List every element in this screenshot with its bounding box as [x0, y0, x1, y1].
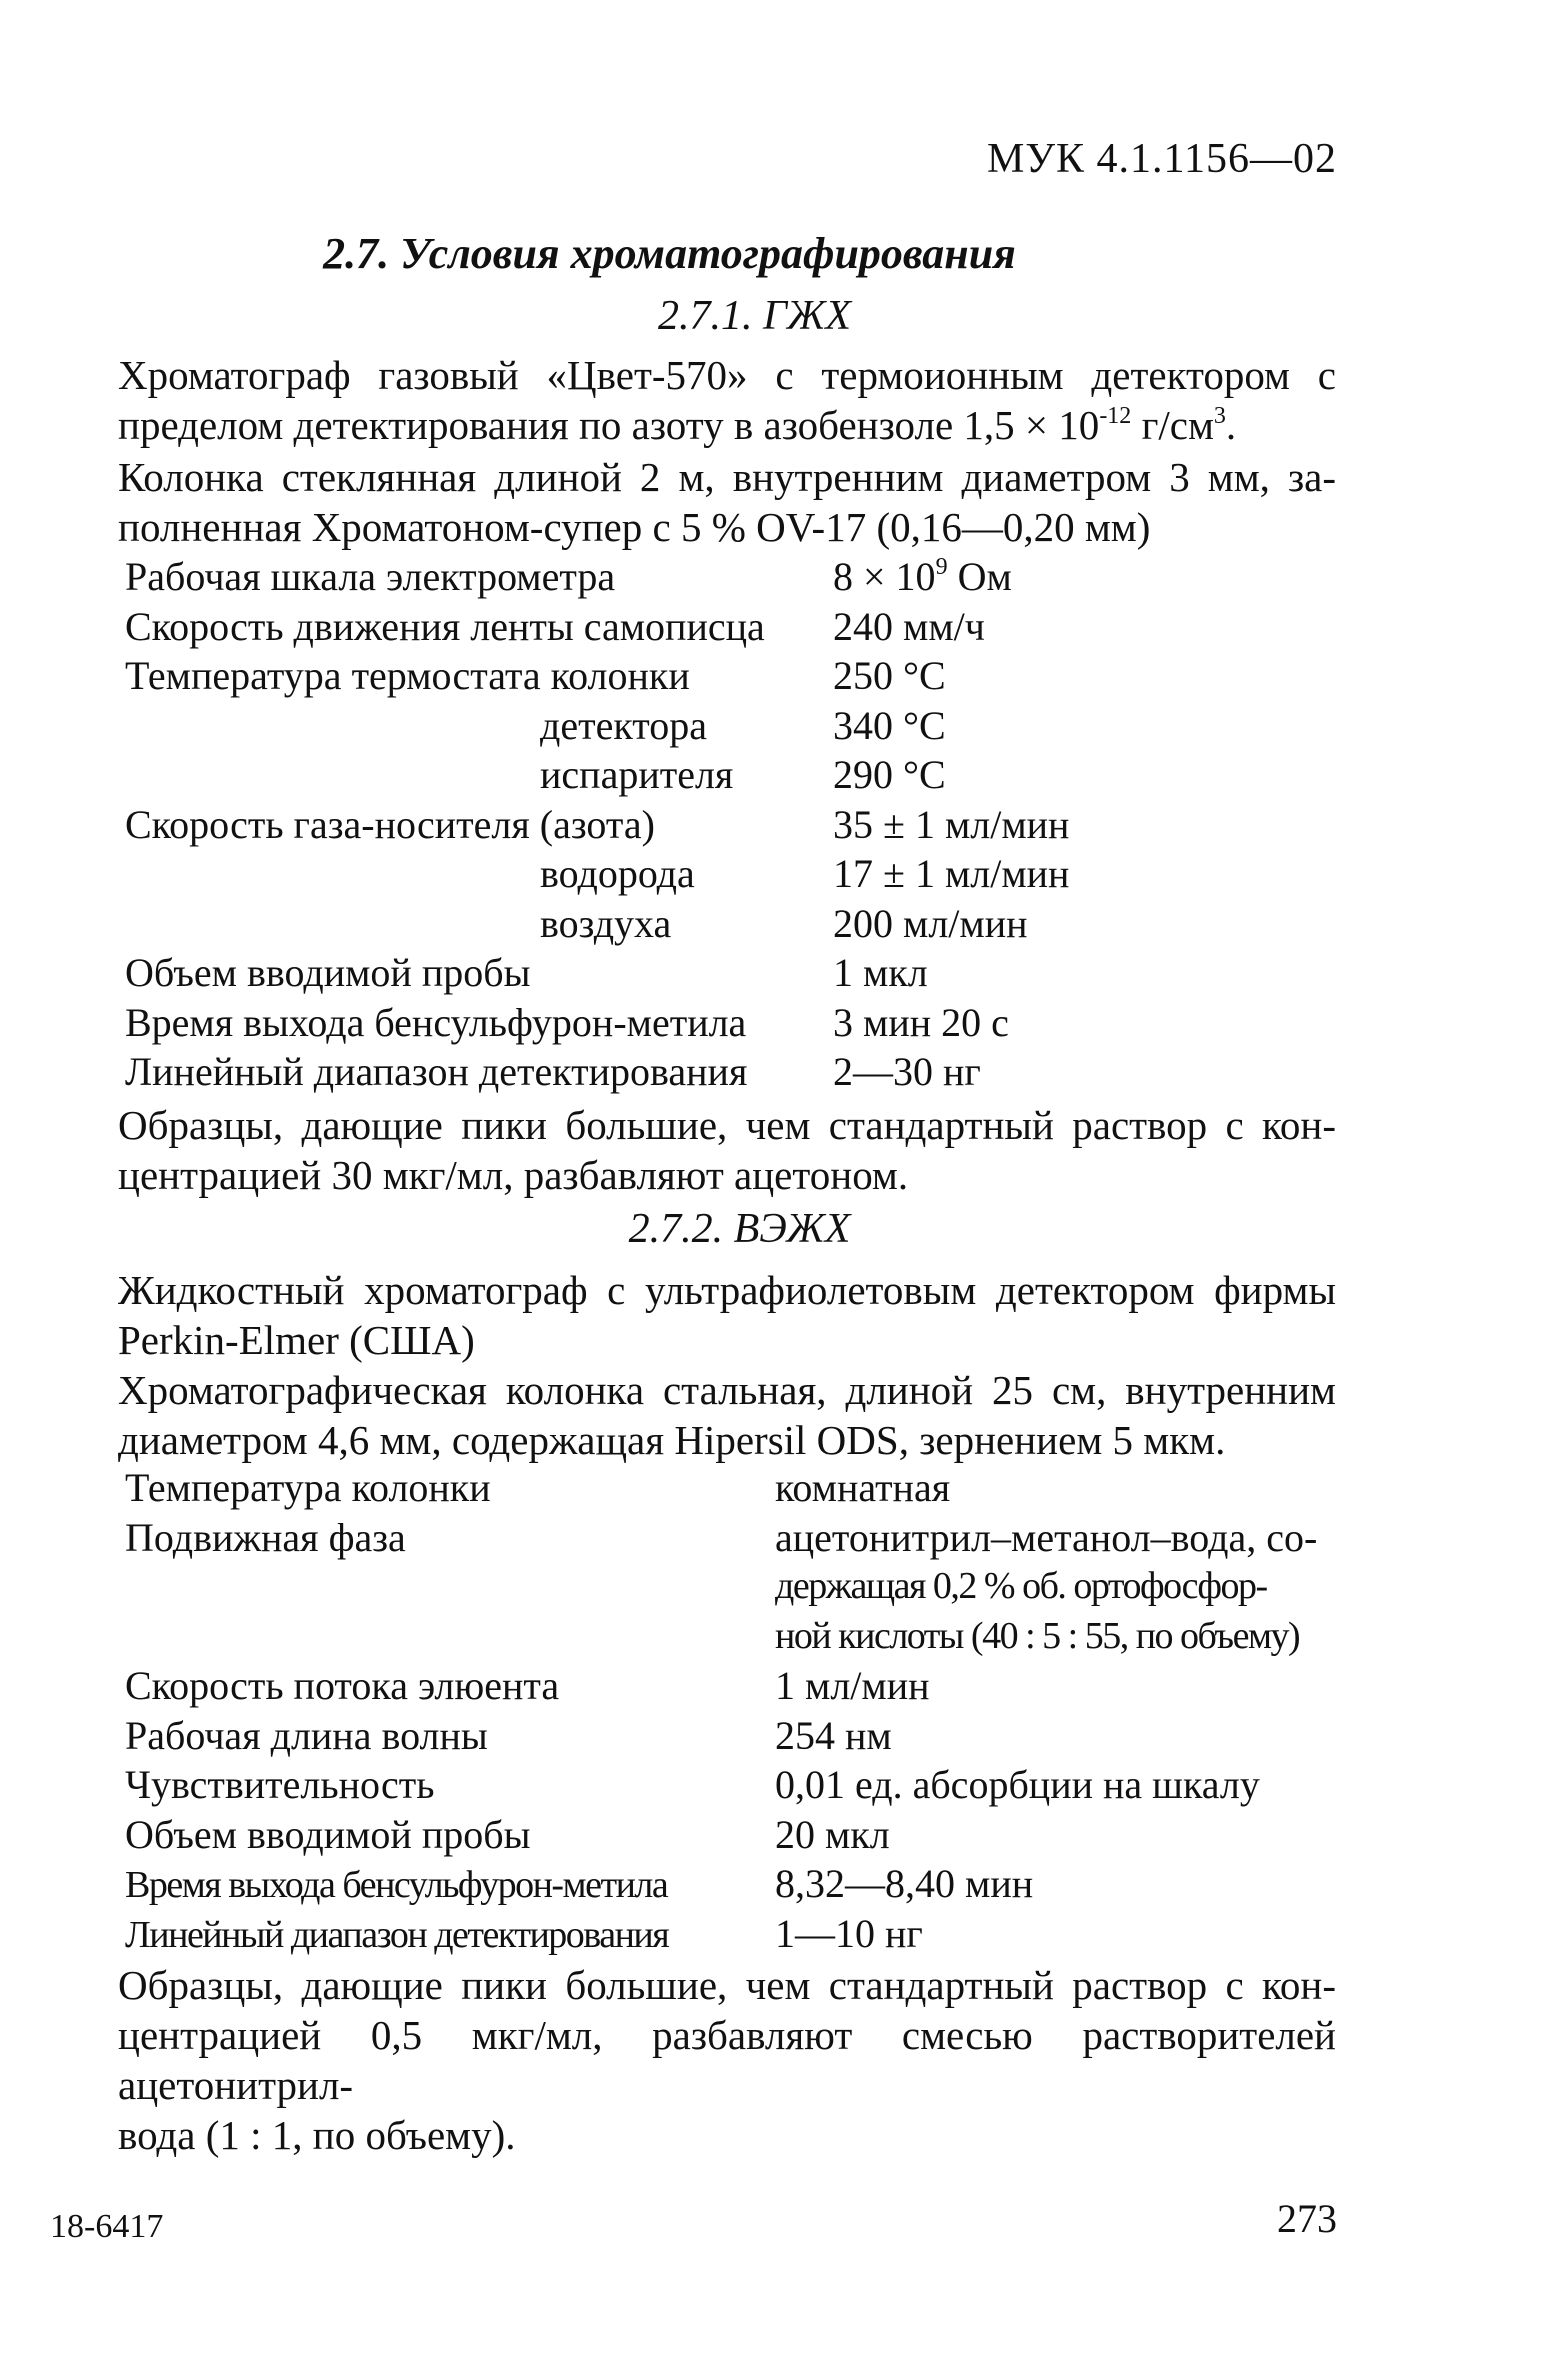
condition-row	[125, 1513, 1318, 1562]
condition-label: Скорость газа-носителя (азота)	[125, 801, 655, 847]
value-text: 1—10 нг	[775, 1910, 923, 1956]
superscript: 3	[1213, 403, 1226, 429]
text-line	[118, 400, 1336, 450]
text-line: Колонка стеклянная длиной 2 м, внутренним диаметром 3 мм, за-	[118, 454, 1336, 500]
condition-label: Время выхода бенсульфурон-метила	[125, 999, 747, 1045]
condition-label: Линейный диапазон детектирования	[125, 1049, 748, 1094]
text-line: Хроматографическая колонка стальная, длиной 25 см, внутренним	[118, 1367, 1336, 1413]
condition-label: Скорость движения ленты самописца	[125, 603, 765, 649]
condition-value	[833, 800, 1069, 849]
condition-value	[775, 1909, 923, 1958]
condition-row	[125, 849, 1070, 898]
text-line: Perkin-Elmer (США)	[118, 1317, 475, 1363]
value-text: 35 ± 1 мл/мин	[833, 801, 1070, 847]
condition-label: Подвижная фаза	[125, 1514, 406, 1560]
condition-value	[775, 1760, 1260, 1809]
subsection-heading-gc: 2.7.1. ГЖХ	[657, 293, 852, 339]
condition-row	[125, 1711, 892, 1760]
text-fragment: г/см	[1131, 402, 1214, 448]
condition-value	[833, 651, 946, 700]
value-text: 17 ± 1 мл/мин	[833, 851, 1070, 896]
condition-value	[833, 1047, 981, 1096]
condition-label: детектора	[540, 702, 707, 748]
condition-value	[775, 1810, 890, 1859]
condition-label: Рабочая длина волны	[125, 1712, 488, 1758]
hplc-paragraph-instrument	[118, 1265, 1336, 1365]
condition-row	[125, 1810, 890, 1859]
value-text: 200 мл/мин	[833, 900, 1028, 946]
value-text: ацетонитрил–метанол–вода, со-	[775, 1514, 1318, 1560]
value-text: 2—30 нг	[833, 1049, 981, 1094]
condition-label: водорода	[540, 851, 695, 896]
condition-row	[125, 800, 1070, 849]
hplc-paragraph-column	[118, 1365, 1336, 1465]
subsection-heading-hplc: 2.7.2. ВЭЖХ	[628, 1206, 851, 1252]
text-line: диаметром 4,6 мм, содержащая Hipersil ODS, зернением 5 мкм.	[118, 1417, 1226, 1463]
condition-row	[125, 1463, 951, 1512]
text-line: Образцы, дающие пики большие, чем стандартный раствор с кон-	[118, 1962, 1336, 2008]
condition-label: Температура термостата колонки	[125, 653, 690, 698]
value-text: 250 °С	[833, 653, 946, 698]
page-number: 273	[1277, 2196, 1337, 2241]
gc-paragraph-column	[118, 452, 1336, 552]
condition-label: Температура колонки	[125, 1465, 491, 1510]
condition-value	[775, 1711, 892, 1760]
value-text: комнатная	[775, 1465, 951, 1510]
condition-label: Объем вводимой пробы	[125, 950, 531, 995]
condition-row	[125, 998, 1009, 1047]
superscript: 9	[935, 554, 948, 580]
condition-value	[833, 998, 1009, 1047]
condition-label: испарителя	[540, 752, 734, 797]
condition-row	[125, 1661, 930, 1710]
condition-row	[125, 701, 946, 750]
value-text: 240 мм/ч	[833, 603, 985, 649]
text-line: вода (1 : 1, по объему).	[118, 2112, 516, 2158]
condition-row	[125, 899, 1028, 948]
condition-label: Скорость потока элюента	[125, 1663, 560, 1708]
text-line: Образцы, дающие пики большие, чем стандартный раствор с кон-	[118, 1102, 1336, 1148]
condition-label: Рабочая шкала электрометра	[125, 554, 616, 599]
value-text: 1 мл/мин	[775, 1663, 930, 1708]
condition-row	[125, 1859, 1034, 1910]
condition-value	[775, 1562, 1267, 1611]
hplc-paragraph-dilution	[118, 1960, 1336, 2160]
condition-value	[833, 552, 1012, 601]
gc-paragraph-dilution	[118, 1100, 1336, 1200]
gc-paragraph-instrument	[118, 350, 1336, 450]
condition-value	[833, 899, 1028, 948]
text-line: центрацией 30 мкг/мл, разбавляют ацетоном.	[118, 1152, 909, 1198]
condition-label: Объем вводимой пробы	[125, 1811, 531, 1857]
text-line: Хроматограф газовый «Цвет-570» с термоионным детектором с	[118, 352, 1336, 398]
value-text: ной кислоты (40 : 5 : 55, по объему)	[775, 1614, 1300, 1657]
condition-label: Линейный диапазон детектирования	[125, 1913, 669, 1956]
value-text: 290 °С	[833, 752, 946, 797]
value-text: держащая 0,2 % об. ортофосфор-	[775, 1565, 1267, 1607]
condition-value	[775, 1612, 1299, 1661]
text-line: центрацией 0,5 мкг/мл, разбавляют смесью растворителей ацетонитрил-	[118, 2012, 1336, 2108]
condition-label: воздуха	[540, 900, 672, 946]
condition-row	[125, 1047, 981, 1096]
text-fragment: .	[1225, 402, 1237, 448]
condition-value	[833, 602, 985, 651]
footer-print-code: 18-6417	[50, 2208, 164, 2245]
condition-row	[125, 602, 985, 651]
condition-value	[775, 1513, 1317, 1562]
condition-value	[833, 750, 946, 799]
condition-value	[775, 1859, 1033, 1908]
condition-row	[125, 750, 946, 799]
value-text: 1 мкл	[833, 950, 928, 995]
condition-value	[775, 1661, 930, 1710]
document-code-header: МУК 4.1.1156—02	[986, 136, 1337, 182]
value-text: Ом	[947, 554, 1012, 599]
value-text: 8 × 10	[833, 554, 936, 599]
value-text: 20 мкл	[775, 1811, 890, 1857]
condition-value	[833, 948, 928, 997]
condition-value	[775, 1463, 950, 1512]
value-text: 3 мин 20 с	[833, 999, 1009, 1045]
value-text: 0,01 ед. абсорбции на шкалу	[775, 1762, 1260, 1807]
condition-label: Время выхода бенсульфурон-метила	[125, 1864, 668, 1906]
value-text: 254 нм	[775, 1712, 892, 1758]
value-text: 8,32—8,40 мин	[775, 1861, 1034, 1906]
section-title: 2.7. Условия хроматографирования	[323, 229, 1016, 278]
superscript: -12	[1099, 403, 1132, 429]
condition-row	[125, 948, 928, 997]
value-text: 340 °С	[833, 702, 946, 748]
condition-row	[125, 1760, 1260, 1809]
condition-row	[125, 1909, 923, 1960]
condition-label: Чувствительность	[125, 1762, 435, 1807]
text-line: полненная Хроматоном-супер с 5 % OV-17 (0,16—0,20 мм)	[118, 504, 1151, 550]
condition-value	[833, 849, 1069, 898]
text-fragment: пределом детектирования по азоту в азобензоле 1,5 × 10	[118, 402, 1100, 448]
text-line: Жидкостный хроматограф с ультрафиолетовым детектором фирмы	[118, 1267, 1336, 1313]
condition-row	[125, 651, 946, 700]
condition-value	[833, 701, 946, 750]
